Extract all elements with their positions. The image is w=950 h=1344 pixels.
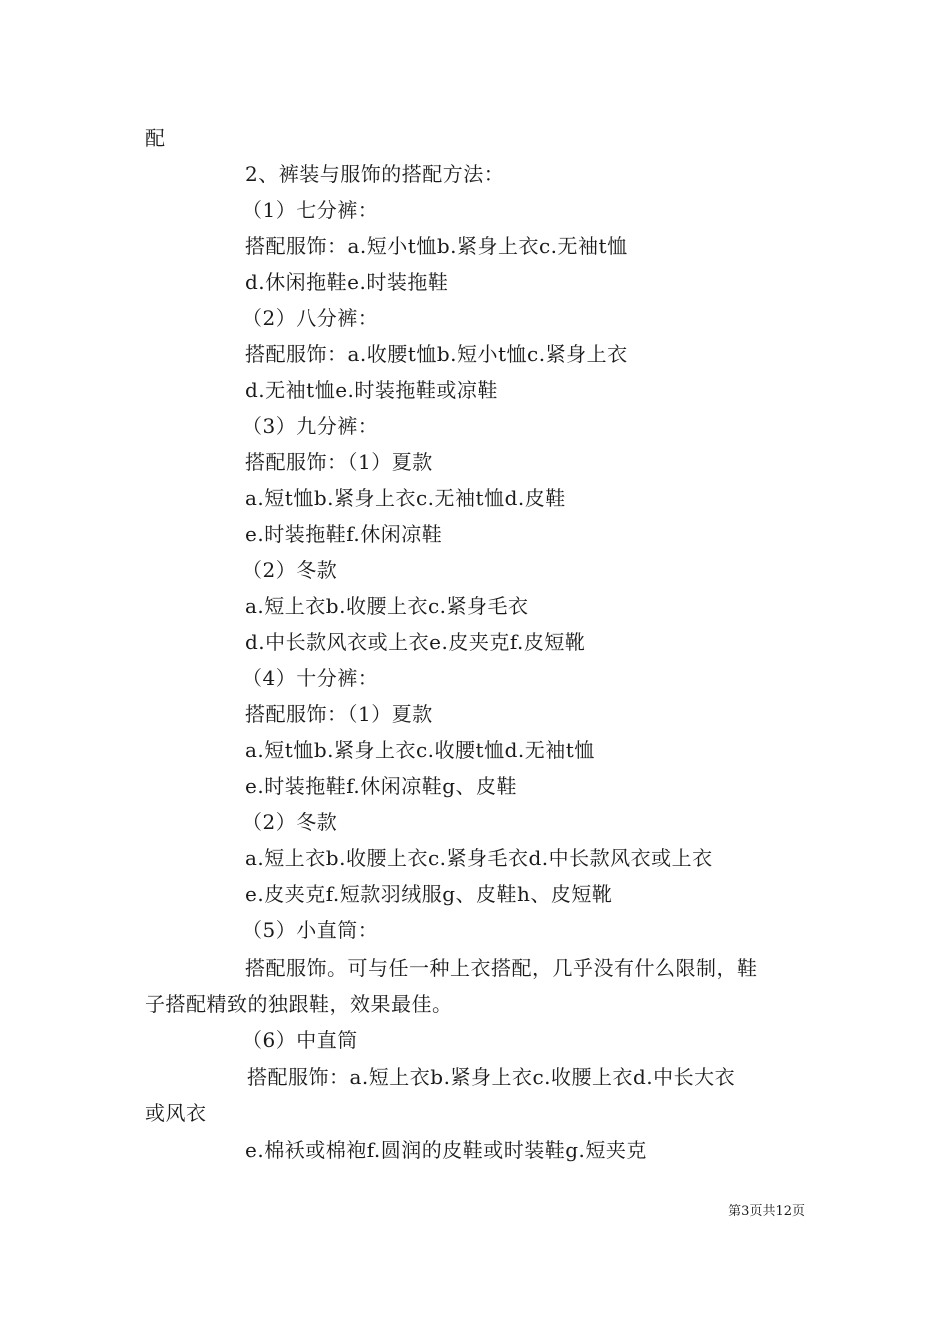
text-line: 搭配服饰：（1）夏款 (245, 450, 433, 474)
text-line: d.无袖t恤e.时装拖鞋或凉鞋 (245, 378, 498, 402)
text-line: 搭配服饰：a.收腰t恤b.短小t恤c.紧身上衣 (245, 342, 628, 366)
page-number: 第3页共12页 (728, 1204, 805, 1219)
text-line: 或风衣 (145, 1101, 207, 1125)
text-line: d.休闲拖鞋e.时装拖鞋 (245, 270, 449, 294)
subsection-heading: （3）九分裤： (242, 414, 379, 438)
subsection-heading: （5）小直筒： (242, 918, 379, 942)
text-line: （2）冬款 (242, 558, 338, 582)
text-line: 搭配服饰。可与任一种上衣搭配，几乎没有什么限制，鞋 (245, 956, 758, 980)
subsection-heading: （6）中直筒 (242, 1028, 358, 1052)
text-line: a.短t恤b.紧身上衣c.收腰t恤d.无袖t恤 (245, 738, 595, 762)
subsection-heading: （2）八分裤： (242, 306, 379, 330)
text-line: 搭配服饰：a.短小t恤b.紧身上衣c.无袖t恤 (245, 234, 628, 258)
text-line: e.棉袄或棉袍f.圆润的皮鞋或时装鞋g.短夹克 (245, 1138, 647, 1162)
text-line: e.时装拖鞋f.休闲凉鞋g、皮鞋 (245, 774, 518, 798)
subsection-heading: （4）十分裤： (242, 666, 379, 690)
text-line: （2）冬款 (242, 810, 338, 834)
text-line: a.短上衣b.收腰上衣c.紧身毛衣 (245, 594, 529, 618)
text-line: a.短t恤b.紧身上衣c.无袖t恤d.皮鞋 (245, 486, 566, 510)
text-line: 配 (145, 126, 166, 150)
text-line: e.皮夹克f.短款羽绒服g、皮鞋h、皮短靴 (245, 882, 613, 906)
text-line: e.时装拖鞋f.休闲凉鞋 (245, 522, 443, 546)
text-line: a.短上衣b.收腰上衣c.紧身毛衣d.中长款风衣或上衣 (245, 846, 713, 870)
section-heading: 2、裤装与服饰的搭配方法： (245, 162, 505, 186)
text-line: d.中长款风衣或上衣e.皮夹克f.皮短靴 (245, 630, 586, 654)
text-line: 子搭配精致的独跟鞋，效果最佳。 (145, 992, 453, 1016)
subsection-heading: （1）七分裤： (242, 198, 379, 222)
text-line: 搭配服饰：（1）夏款 (245, 702, 433, 726)
text-line: 搭配服饰：a.短上衣b.紧身上衣c.收腰上衣d.中长大衣 (247, 1065, 736, 1089)
